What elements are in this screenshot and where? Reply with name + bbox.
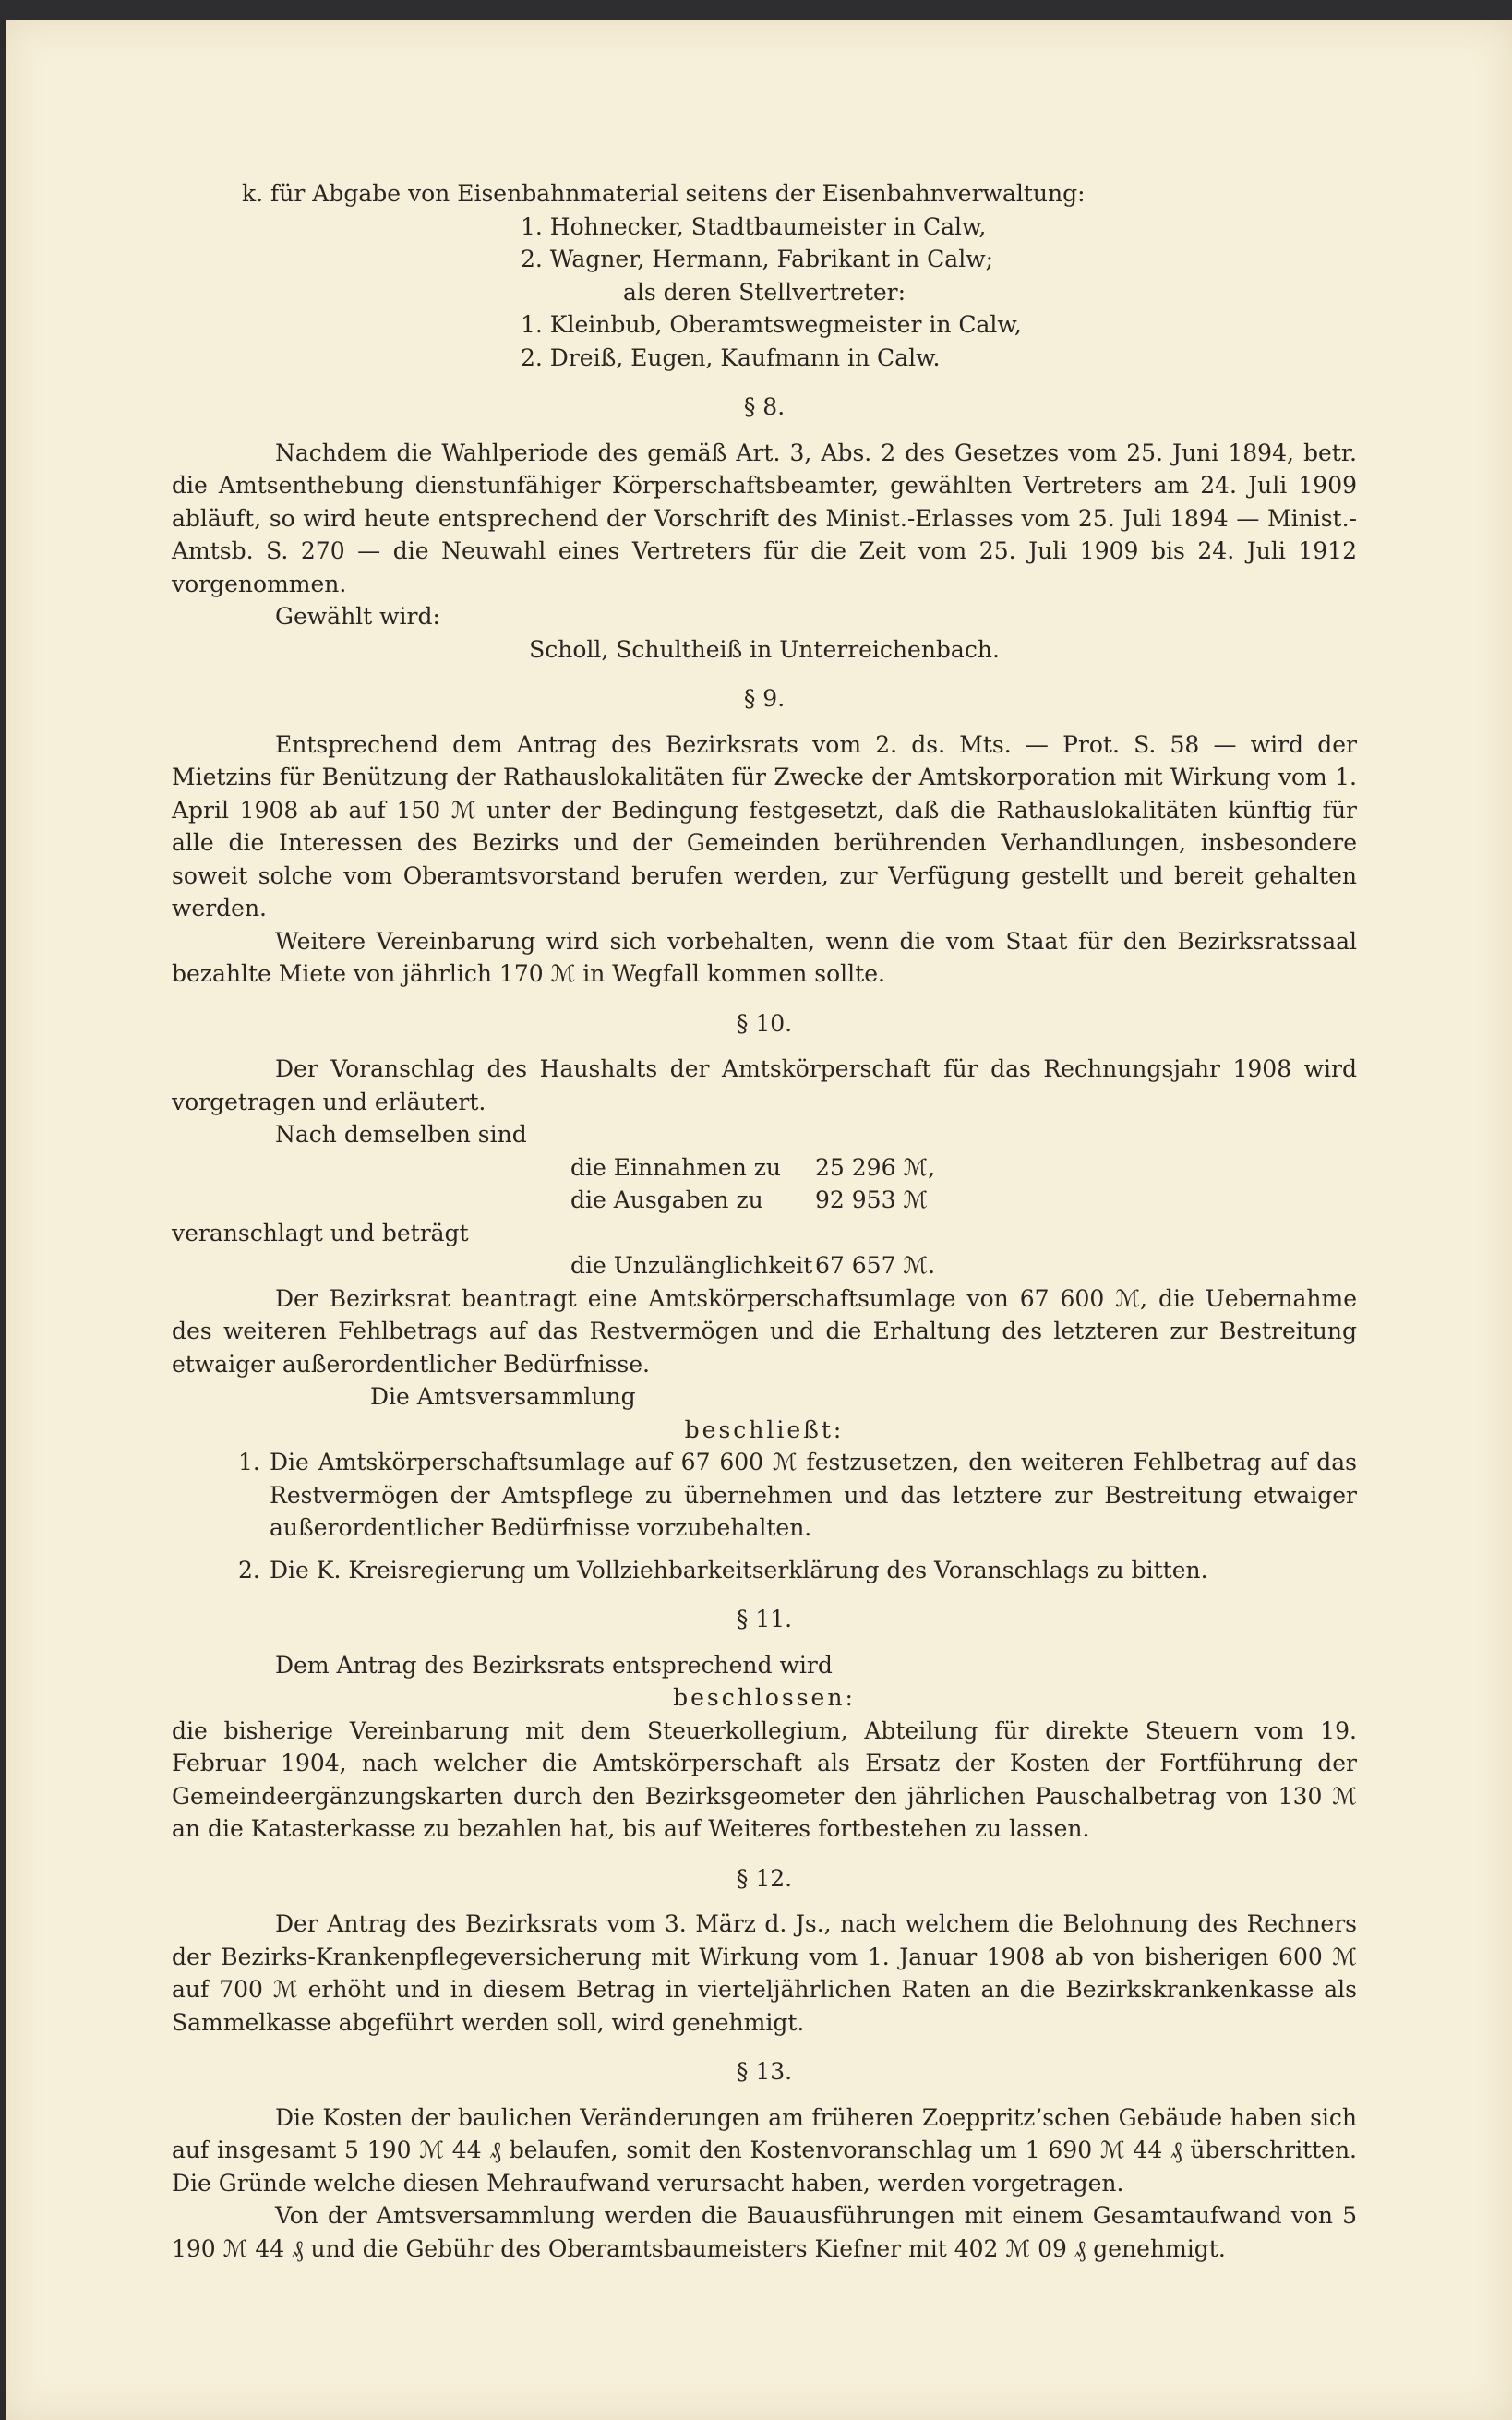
section-10-paragraph-1: Der Voranschlag des Haushalts der Amtskörperschaft für das Rechnungsjahr 1908 wird vorgetragen und erläutert. [172,1055,1357,1115]
list-item-text: Die K. Kreisregierung um Vollziehbarkeitserklärung des Voranschlags zu bitten. [270,1556,1208,1583]
section-10-paragraph-2: Der Bezirksrat beantragt eine Amtskörperschaftsumlage von 67 600 ℳ, die Uebernahme des weiteren Fehlbetrags auf das Restvermögen und die Erhaltung des letzteren zur Bestreitung etwaiger außerordentlicher Bedürfnisse. [172,1284,1357,1378]
budget-intro: Nach demselben sind [275,1121,527,1148]
section-heading-9: § 9. [743,685,786,712]
budget-row-expense [570,1184,1357,1217]
substitutes-label: als deren Stellvertreter: [622,278,906,306]
budget-value: 25 296 ℳ, [815,1153,936,1181]
list-item [238,1554,1357,1587]
name-entry: 1. Hohnecker, Stadtbaumeister in Calw, [521,212,987,240]
section-heading-11: § 11. [736,1606,793,1632]
document-page [6,20,1512,2420]
name-entry: 1. Kleinbub, Oberamtswegmeister in Calw, [521,311,1022,338]
section-9-paragraph-2: Weitere Vereinbarung wird sich vorbehalten, wenn die vom Staat für den Bezirksratssaal bezahlte Miete von jährlich 170 ℳ in Wegfall kommen sollte. [172,927,1357,987]
resolution-label: beschlossen: [673,1684,856,1711]
name-entry: 2. Dreiß, Eugen, Kaufmann in Calw. [521,343,941,371]
page-content [172,177,1357,2265]
section-heading-13: § 13. [736,2058,793,2085]
budget-deficit [570,1249,1357,1282]
list-item [238,1446,1357,1545]
list-item-text: Die Amtskörperschaftsumlage auf 67 600 ℳ festzusetzen, den weiteren Fehlbetrag auf das Restvermögen der Amtspflege zu übernehmen und das letztere zur Bestreitung etwaiger außerordentlicher Bedürfnisse vorzubehalten. [270,1449,1357,1541]
section-13-paragraph-1: Die Kosten der baulichen Veränderungen am früheren Zoeppritz’schen Gebäude haben sich auf insgesamt 5 190 ℳ 44 ₰ belaufen, somit den Kostenvoranschlag um 1 690 ℳ 44 ₰ überschritten. Die Gründe welche diesen Mehraufwand verursacht haben, werden vorgetragen. [172,2103,1357,2197]
budget-table [570,1151,1357,1217]
section-heading-10: § 10. [736,1009,793,1037]
resolution-list [172,1446,1357,1586]
section-k-title: k. für Abgabe von Eisenbahnmaterial seitens der Eisenbahnverwaltung: [242,180,1086,207]
budget-row-deficit [570,1249,1357,1282]
section-9-paragraph-1: Entsprechend dem Antrag des Bezirksrats vom 2. ds. Mts. — Prot. S. 58 — wird der Mietzins für Benützung der Rathauslokalitäten für Zwecke der Amtskorporation mit Wirkung vom 1. April 1908 ab auf 150 ℳ unter der Bedingung festgesetzt, daß die Rathauslokalitäten künftig für alle die Interessen des Bezirks und der Gemeinden berührenden Verhandlungen, insbesondere soweit solche vom Oberamtsvorstand berufen werden, zur Verfügung gestellt und bereit gehalten werden. [172,730,1357,921]
name-entry: 2. Wagner, Hermann, Fabrikant in Calw; [521,246,994,272]
elected-person: Scholl, Schultheiß in Unterreichenbach. [529,635,1000,663]
elected-label: Gewählt wird: [275,603,440,630]
section-8-paragraph: Nachdem die Wahlperiode des gemäß Art. 3, Abs. 2 des Gesetzes vom 25. Juni 1894, betr. die Amtsenthebung dienstunfähiger Körperschaftsbeamter, gewählten Vertreters am 24. Juli 1909 abläuft, so wird heute entsprechend der Vorschrift des Minist.-Erlasses vom 25. Juli 1894 — Minist.-Amtsb. S. 270 — die Neuwahl eines Vertreters für die Zeit vom 25. Juli 1909 bis 24. Juli 1912 vorgenommen. [172,439,1357,597]
section-11-paragraph: die bisherige Vereinbarung mit dem Steuerkollegium, Abteilung für direkte Steuern vom 19. Februar 1904, nach welcher die Amtskörperschaft als Ersatz der Kosten der Fortführung der Gemeindeergänzungskarten durch den Bezirksgeometer den jährlichen Pauschalbetrag von 130 ℳ an die Katasterkasse zu bezahlen hat, bis auf Weiteres fortbestehen zu lassen. [172,1716,1357,1842]
section-k-names [521,211,1357,276]
list-item-number: 1. [238,1449,260,1475]
estimated-label: veranschlagt und beträgt [172,1219,469,1246]
budget-label: die Einnahmen zu [570,1153,782,1181]
list-item-number: 2. [238,1556,260,1583]
budget-label: die Ausgaben zu [570,1186,763,1213]
section-k-substitutes [521,308,1357,374]
section-11-intro: Dem Antrag des Bezirksrats entsprechend wird [275,1651,833,1679]
resolution-label: beschließt: [684,1415,845,1443]
section-heading-8: § 8. [743,393,786,420]
budget-label: die Unzulänglichkeit [570,1252,813,1279]
section-13-paragraph-2: Von der Amtsversammlung werden die Bauausführungen mit einem Gesamtaufwand von 5 190 ℳ 44 ₰ und die Gebühr des Oberamtsbaumeisters Kiefner mit 402 ℳ 09 ₰ genehmigt. [172,2202,1357,2262]
budget-value: 67 657 ℳ. [815,1252,936,1279]
section-heading-12: § 12. [736,1864,793,1892]
budget-row-income [570,1151,1357,1185]
assembly-label: Die Amtsversammlung [370,1383,636,1410]
budget-value: 92 953 ℳ [815,1186,929,1213]
section-12-paragraph: Der Antrag des Bezirksrats vom 3. März d. Js., nach welchem die Belohnung des Rechners der Bezirks-Krankenpflegeversicherung mit Wirkung vom 1. Januar 1908 ab von bisherigen 600 ℳ auf 700 ℳ erhöht und in diesem Betrag in vierteljährlichen Raten an die Bezirkskrankenkasse als Sammelkasse abgeführt werden soll, wird genehmigt. [172,1910,1357,2036]
scanner-border [0,0,1512,20]
